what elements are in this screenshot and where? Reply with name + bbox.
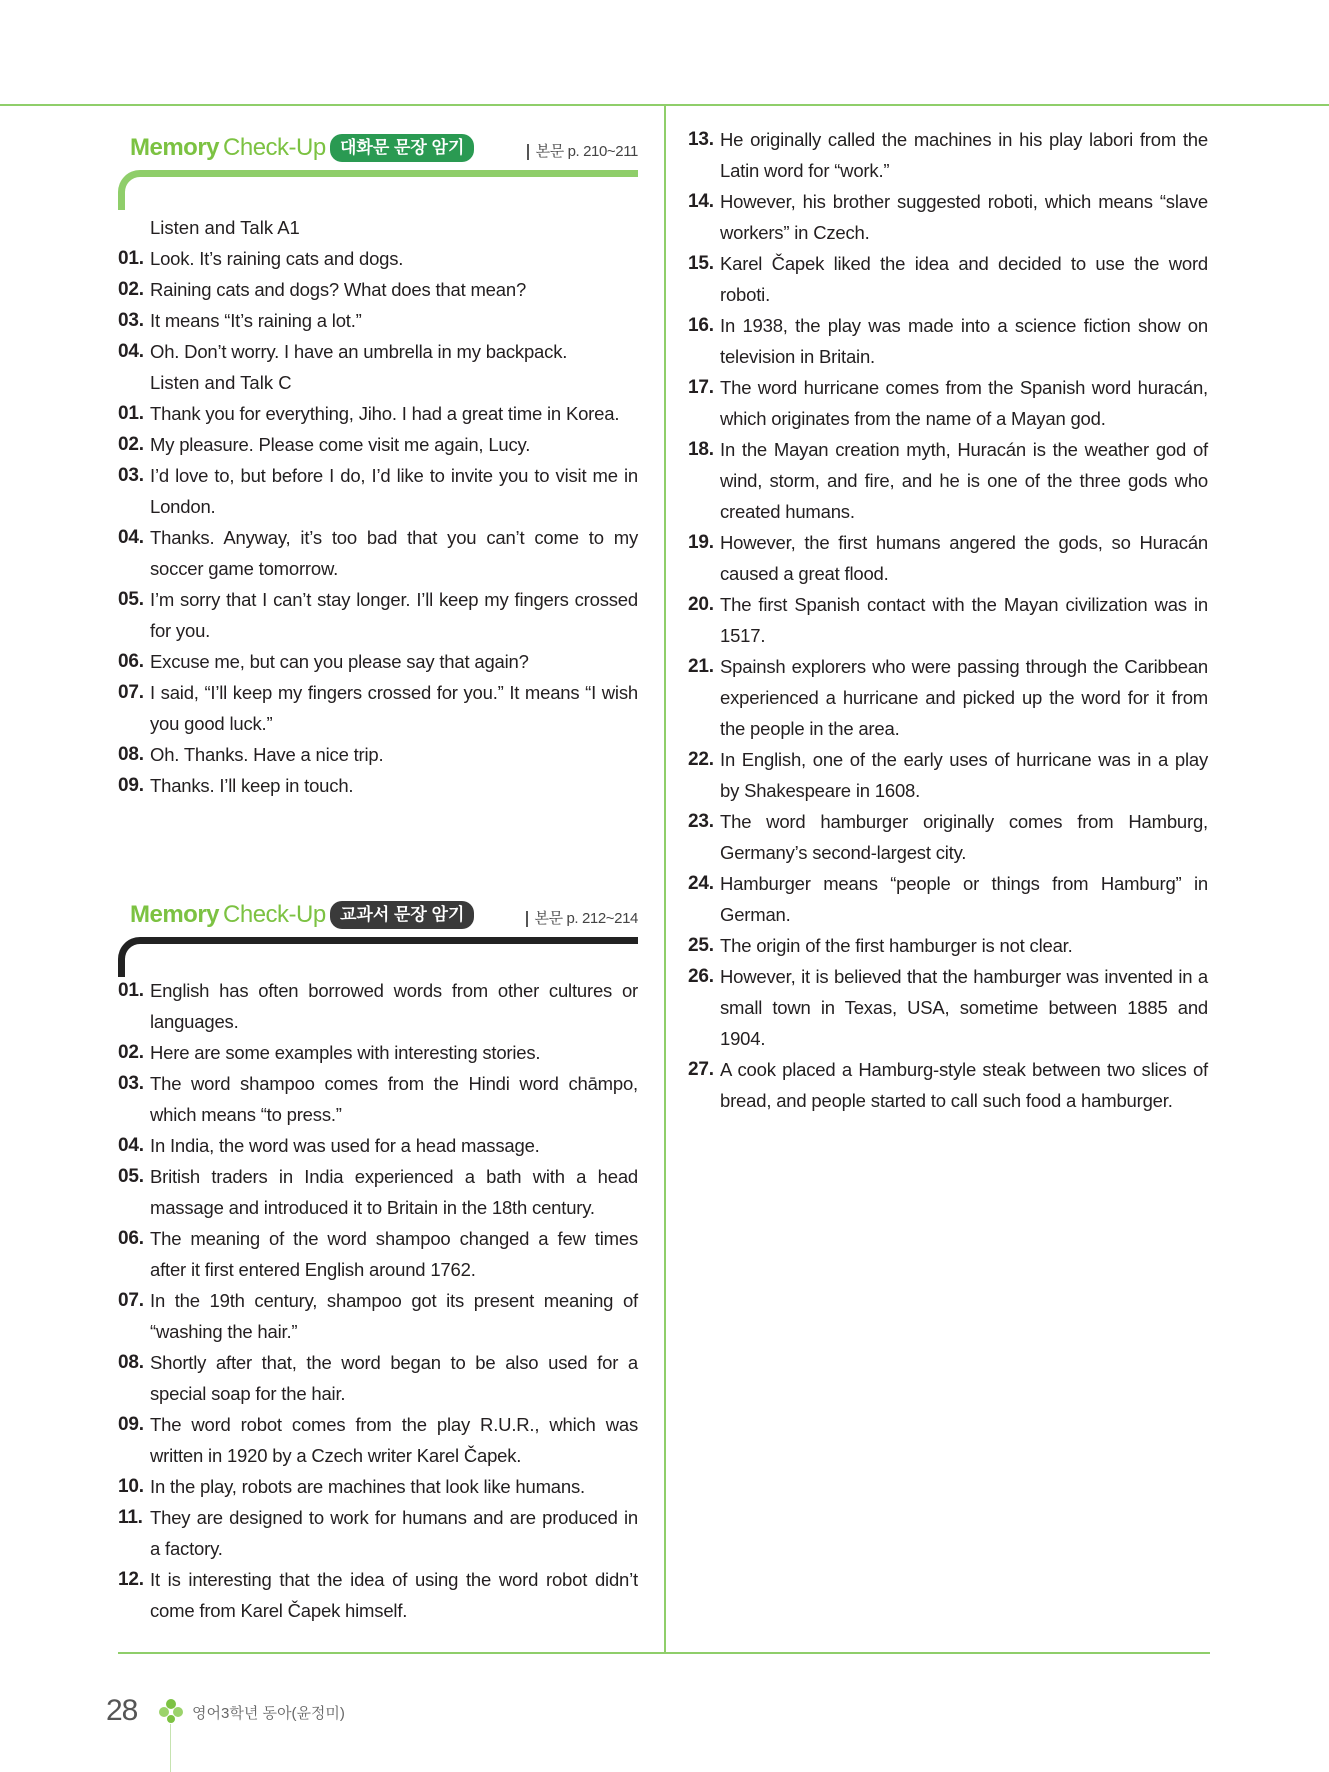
sentence-number: 09. xyxy=(118,1414,144,1435)
sentence-text: The word robot comes from the play R.U.R., which was written in 1920 by a Czech writer Karel Čapek. xyxy=(150,1414,638,1466)
sentence-text: Oh. Thanks. Have a nice trip. xyxy=(150,744,384,765)
sentence-number: 15. xyxy=(688,253,714,274)
sentence-number: 06. xyxy=(118,1228,144,1249)
sentence-line xyxy=(118,305,638,336)
sentence-line xyxy=(118,584,638,646)
sentence-number: 06. xyxy=(118,651,144,672)
sentence-text: The first Spanish contact with the Mayan civilization was in 1517. xyxy=(720,594,1208,646)
sentence-number: 25. xyxy=(688,935,714,956)
sentence-number: 26. xyxy=(688,966,714,987)
sentence-line xyxy=(118,1161,638,1223)
memory-checkup-brand xyxy=(130,134,326,162)
section-tag: 교과서 문장 암기 xyxy=(330,901,474,929)
sentence-number: 13. xyxy=(688,129,714,150)
sentence-text: My pleasure. Please come visit me again, Lucy. xyxy=(150,434,531,455)
sentence-line xyxy=(688,589,1208,651)
sentence-number: 02. xyxy=(118,434,144,455)
sentence-text: Raining cats and dogs? What does that mean? xyxy=(150,279,527,300)
sentence-number: 02. xyxy=(118,1042,144,1063)
sentence-text: I’d love to, but before I do, I’d like to invite you to visit me in London. xyxy=(150,465,638,517)
sentence-text: It means “It’s raining a lot.” xyxy=(150,310,362,331)
sentence-text: He originally called the machines in his play labori from the Latin word for “work.” xyxy=(720,129,1208,181)
sentence-text: The word hurricane comes from the Spanish word huracán, which originates from the name of a Mayan god. xyxy=(720,377,1208,429)
sentence-number: 05. xyxy=(118,589,144,610)
sentence-line xyxy=(118,274,638,305)
sentence-line xyxy=(118,646,638,677)
sentence-text: The origin of the first hamburger is not clear. xyxy=(720,935,1073,956)
sentence-text: However, the first humans angered the gods, so Huracán caused a great flood. xyxy=(720,532,1208,584)
sentence-text: In India, the word was used for a head massage. xyxy=(150,1135,540,1156)
footer-stem xyxy=(170,1724,171,1772)
sentence-line xyxy=(688,930,1208,961)
sentence-line xyxy=(118,243,638,274)
sentence-line xyxy=(118,1347,638,1409)
sentence-text: The meaning of the word shampoo changed a few times after it first entered English around 1762. xyxy=(150,1228,638,1280)
sentence-line xyxy=(118,1502,638,1564)
sentence-number: 01. xyxy=(118,980,144,1001)
page-number: 28 xyxy=(106,1694,138,1727)
sentence-line xyxy=(118,1409,638,1471)
sentence-line xyxy=(118,1471,638,1502)
sentence-line xyxy=(118,522,638,584)
sentence-number: 20. xyxy=(688,594,714,615)
sentence-number: 04. xyxy=(118,527,144,548)
sentence-number: 19. xyxy=(688,532,714,553)
sentence-text: Thanks. I’ll keep in touch. xyxy=(150,775,354,796)
sentence-number: 10. xyxy=(118,1476,144,1497)
sentence-line xyxy=(118,1564,638,1626)
page-reference: 본문 p. 212~214 xyxy=(526,911,638,927)
sentence-line xyxy=(688,186,1208,248)
sentence-number: 08. xyxy=(118,1352,144,1373)
sentence-number: 23. xyxy=(688,811,714,832)
section-tag: 대화문 문장 암기 xyxy=(330,134,474,162)
sentence-number: 18. xyxy=(688,439,714,460)
sentence-line xyxy=(688,961,1208,1054)
sentence-text: Oh. Don’t worry. I have an umbrella in my backpack. xyxy=(150,341,568,362)
sentence-line xyxy=(688,806,1208,868)
sentence-text: Hamburger means “people or things from Hamburg” in German. xyxy=(720,873,1208,925)
sentence-line xyxy=(688,310,1208,372)
sentence-number: 08. xyxy=(118,744,144,765)
sentence-line xyxy=(118,770,638,801)
sentence-number: 24. xyxy=(688,873,714,894)
sentence-number: 04. xyxy=(118,1135,144,1156)
sentence-text: They are designed to work for humans and are produced in a factory. xyxy=(150,1507,638,1559)
sentence-number: 22. xyxy=(688,749,714,770)
sentence-text: Thanks. Anyway, it’s too bad that you can’t come to my soccer game tomorrow. xyxy=(150,527,638,579)
sentence-number: 12. xyxy=(118,1569,144,1590)
sentence-number: 07. xyxy=(118,682,144,703)
sentence-text: I’m sorry that I can’t stay longer. I’ll keep my fingers crossed for you. xyxy=(150,589,638,641)
brand-bold: Memory xyxy=(130,901,220,928)
sentence-line xyxy=(118,429,638,460)
sentence-text: Thank you for everything, Jiho. I had a great time in Korea. xyxy=(150,403,620,424)
bottom-rule xyxy=(118,1652,1210,1654)
sentence-text: It is interesting that the idea of using the word robot didn’t come from Karel Čapek himself. xyxy=(150,1569,638,1621)
sentence-text: The word hamburger originally comes from Hamburg, Germany’s second-largest city. xyxy=(720,811,1208,863)
sentence-line xyxy=(118,1285,638,1347)
sentence-text: In the Mayan creation myth, Huracán is the weather god of wind, storm, and fire, and he is one of the three gods who created humans. xyxy=(720,439,1208,522)
sentence-number: 14. xyxy=(688,191,714,212)
sentence-text: In the play, robots are machines that look like humans. xyxy=(150,1476,585,1497)
sentence-number: 27. xyxy=(688,1059,714,1080)
sentence-number: 05. xyxy=(118,1166,144,1187)
sentence-line xyxy=(118,739,638,770)
dialogue-sentences xyxy=(118,212,638,801)
sentence-line xyxy=(118,1037,638,1068)
sentence-text: However, his brother suggested roboti, which means “slave workers” in Czech. xyxy=(720,191,1208,243)
clover-icon xyxy=(158,1698,184,1724)
sentence-line xyxy=(118,336,638,367)
brand-bold: Memory xyxy=(130,134,220,161)
book-title: 영어3학년 동아(윤정미) xyxy=(192,1705,345,1722)
page-reference: 본문 p. 210~211 xyxy=(527,144,638,160)
sentence-number: 11. xyxy=(118,1507,143,1528)
section-bracket xyxy=(118,937,638,977)
sentence-line xyxy=(118,677,638,739)
sentence-line xyxy=(688,372,1208,434)
sentence-text: Spainsh explorers who were passing through the Caribbean experienced a hurricane and picked up the word for it from the people in the area. xyxy=(720,656,1208,739)
sentence-line xyxy=(688,651,1208,744)
sentence-number: 17. xyxy=(688,377,714,398)
sentence-line xyxy=(118,398,638,429)
sentence-text: However, it is believed that the hamburger was invented in a small town in Texas, USA, sometime between 1885 and 1904. xyxy=(720,966,1208,1049)
brand-light: Check-Up xyxy=(223,901,326,928)
column-divider xyxy=(664,106,666,1652)
sentence-number: 01. xyxy=(118,248,144,269)
left-column xyxy=(118,124,638,1626)
sentence-line xyxy=(688,248,1208,310)
brand-light: Check-Up xyxy=(223,134,326,161)
sentence-text: I said, “I’ll keep my fingers crossed for you.” It means “I wish you good luck.” xyxy=(150,682,638,734)
sentence-text: The word shampoo comes from the Hindi word chāmpo, which means “to press.” xyxy=(150,1073,638,1125)
sentence-line xyxy=(118,1223,638,1285)
sentence-number: 02. xyxy=(118,279,144,300)
sentence-text: Look. It’s raining cats and dogs. xyxy=(150,248,404,269)
group-title: Listen and Talk A1 xyxy=(150,217,300,238)
sentence-line xyxy=(118,1068,638,1130)
sentence-text: Shortly after that, the word began to be also used for a special soap for the hair. xyxy=(150,1352,638,1404)
sentence-text: British traders in India experienced a bath with a head massage and introduced it to Britain in the 18th century. xyxy=(150,1166,638,1218)
sentence-line xyxy=(688,744,1208,806)
sentence-text: Karel Čapek liked the idea and decided to use the word roboti. xyxy=(720,253,1208,305)
sentence-line xyxy=(118,1130,638,1161)
sentence-text: English has often borrowed words from other cultures or languages. xyxy=(150,980,638,1032)
sentence-line xyxy=(688,1054,1208,1116)
sentence-line xyxy=(118,460,638,522)
sentence-line xyxy=(688,868,1208,930)
sentence-number: 07. xyxy=(118,1290,144,1311)
sentence-text: Excuse me, but can you please say that again? xyxy=(150,651,529,672)
group-title: Listen and Talk C xyxy=(150,372,292,393)
sentence-text: A cook placed a Hamburg-style steak between two slices of bread, and people started to call such food a hamburger. xyxy=(720,1059,1208,1111)
section-header-textbook xyxy=(118,891,638,977)
sentence-text: In English, one of the early uses of hurricane was in a play by Shakespeare in 1608. xyxy=(720,749,1208,801)
section-bracket xyxy=(118,170,638,210)
textbook-sentences-left xyxy=(118,975,638,1626)
sentence-number: 03. xyxy=(118,1073,144,1094)
sentence-number: 09. xyxy=(118,775,144,796)
sentence-number: 03. xyxy=(118,310,144,331)
section-header-dialogue xyxy=(118,124,638,210)
sentence-text: In 1938, the play was made into a science fiction show on television in Britain. xyxy=(720,315,1208,367)
sentence-number: 03. xyxy=(118,465,144,486)
memory-checkup-brand xyxy=(130,901,326,929)
sentence-line xyxy=(688,527,1208,589)
sentence-line xyxy=(688,124,1208,186)
sentence-number: 16. xyxy=(688,315,714,336)
sentence-number: 01. xyxy=(118,403,144,424)
sentence-line xyxy=(688,434,1208,527)
sentence-number: 21. xyxy=(688,656,714,677)
sentence-text: In the 19th century, shampoo got its present meaning of “washing the hair.” xyxy=(150,1290,638,1342)
textbook-sentences-right xyxy=(688,124,1208,1116)
sentence-text: Here are some examples with interesting stories. xyxy=(150,1042,541,1063)
sentence-line xyxy=(118,975,638,1037)
sentence-number: 04. xyxy=(118,341,144,362)
